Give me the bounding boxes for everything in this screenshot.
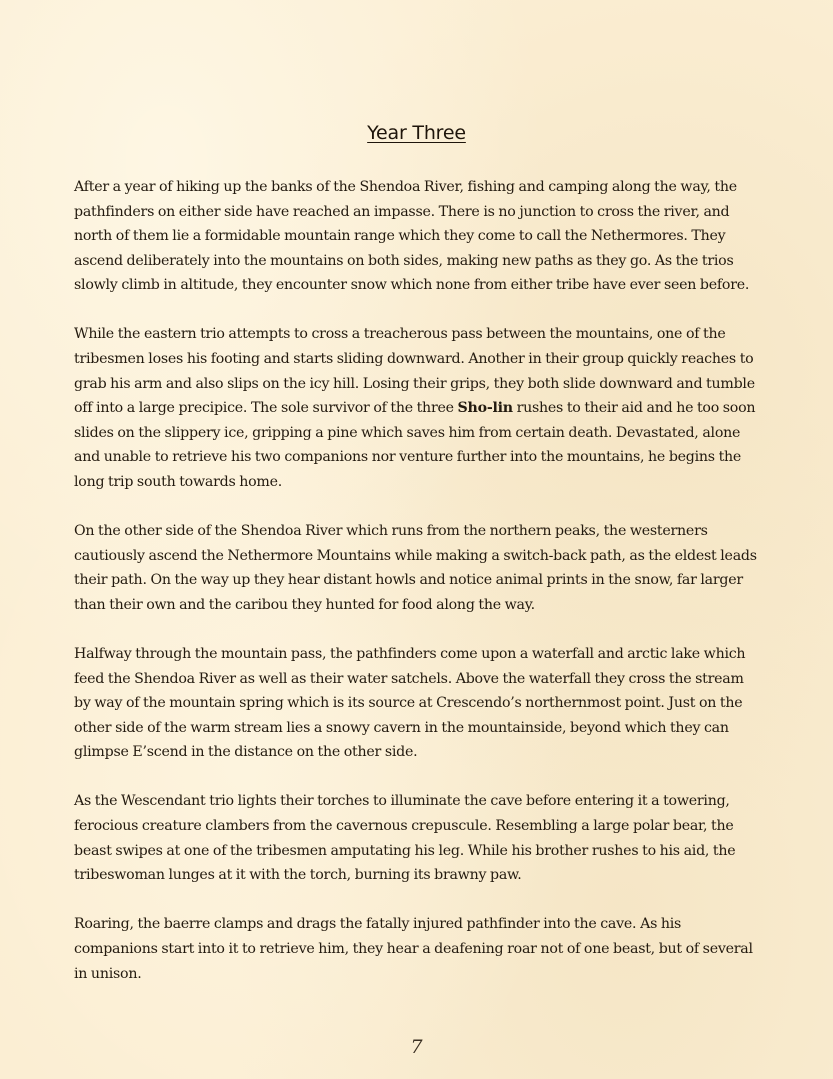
sho-lin-bold-name: Sho-lin [457, 400, 513, 417]
paragraph-1: After a year of hiking up the banks of the Shendoa River, fishing and camping along the way, the pathfinders on either side have reached an impasse. There is no junction to cross the river, and north of them lie a formidable mountain range which they come to call the Nethermores. They ascend deliberately into the mountains on both sides, making new paths as they go. As the trios slowly climb in altitude, they encounter snow which none from either tribe have ever seen before. [74, 179, 750, 294]
paragraph-2 [74, 322, 762, 494]
body-text [74, 175, 762, 1011]
paragraph-4: Halfway through the mountain pass, the pathfinders come upon a waterfall and arctic lake which feed the Shendoa River as well as their water satchels. Above the waterfall they cross the stream by way of the mountain spring which is its source at Crescendo’s northernmost point. Just on the other side of the warm stream lies a snowy cavern in the mountainside, beyond which they can glimpse E’scend in the distance on the other side. [74, 646, 746, 761]
chapter-title: Year Three [367, 122, 466, 144]
paragraph-2-text-before: While the eastern trio attempts to cross a treacherous pass between the mountains, one of the tribesmen loses his footing and starts sliding downward. Another in their group quickly reaches to grab his arm and also slips on the icy hill. Losing their grips, they both slide downward and tumble off into a large precipice. The sole survivor of the three [74, 326, 755, 417]
paragraph-5: As the Wescendant trio lights their torches to illuminate the cave before entering it a towering, ferocious creature clambers from the cavernous crepuscule. Resembling a large polar bear, the beast swipes at one of the tribesmen amputating his leg. While his brother rushes to his aid, the tribeswoman lunges at it with the torch, burning its brawny paw. [74, 793, 736, 884]
paragraph-6: Roaring, the baerre clamps and drags the fatally injured pathfinder into the cave. As his companions start into it to retrieve him, they hear a deafening roar not of one beast, but of several in unison. [74, 916, 753, 982]
page-number: 7 [410, 1036, 423, 1058]
paragraph-2-text-after: rushes to their aid and he too soon slides on the slippery ice, gripping a pine which saves him from certain death. Devastated, alone and unable to retrieve his two companions nor venture further into the mountains, he begins the long trip south towards home. [74, 400, 756, 491]
paragraph-3: On the other side of the Shendoa River which runs from the northern peaks, the westerners cautiously ascend the Nethermore Mountains while making a switch-back path, as the eldest leads their path. On the way up they hear distant howls and notice animal prints in the snow, far larger than their own and the caribou they hunted for food along the way. [74, 523, 757, 613]
